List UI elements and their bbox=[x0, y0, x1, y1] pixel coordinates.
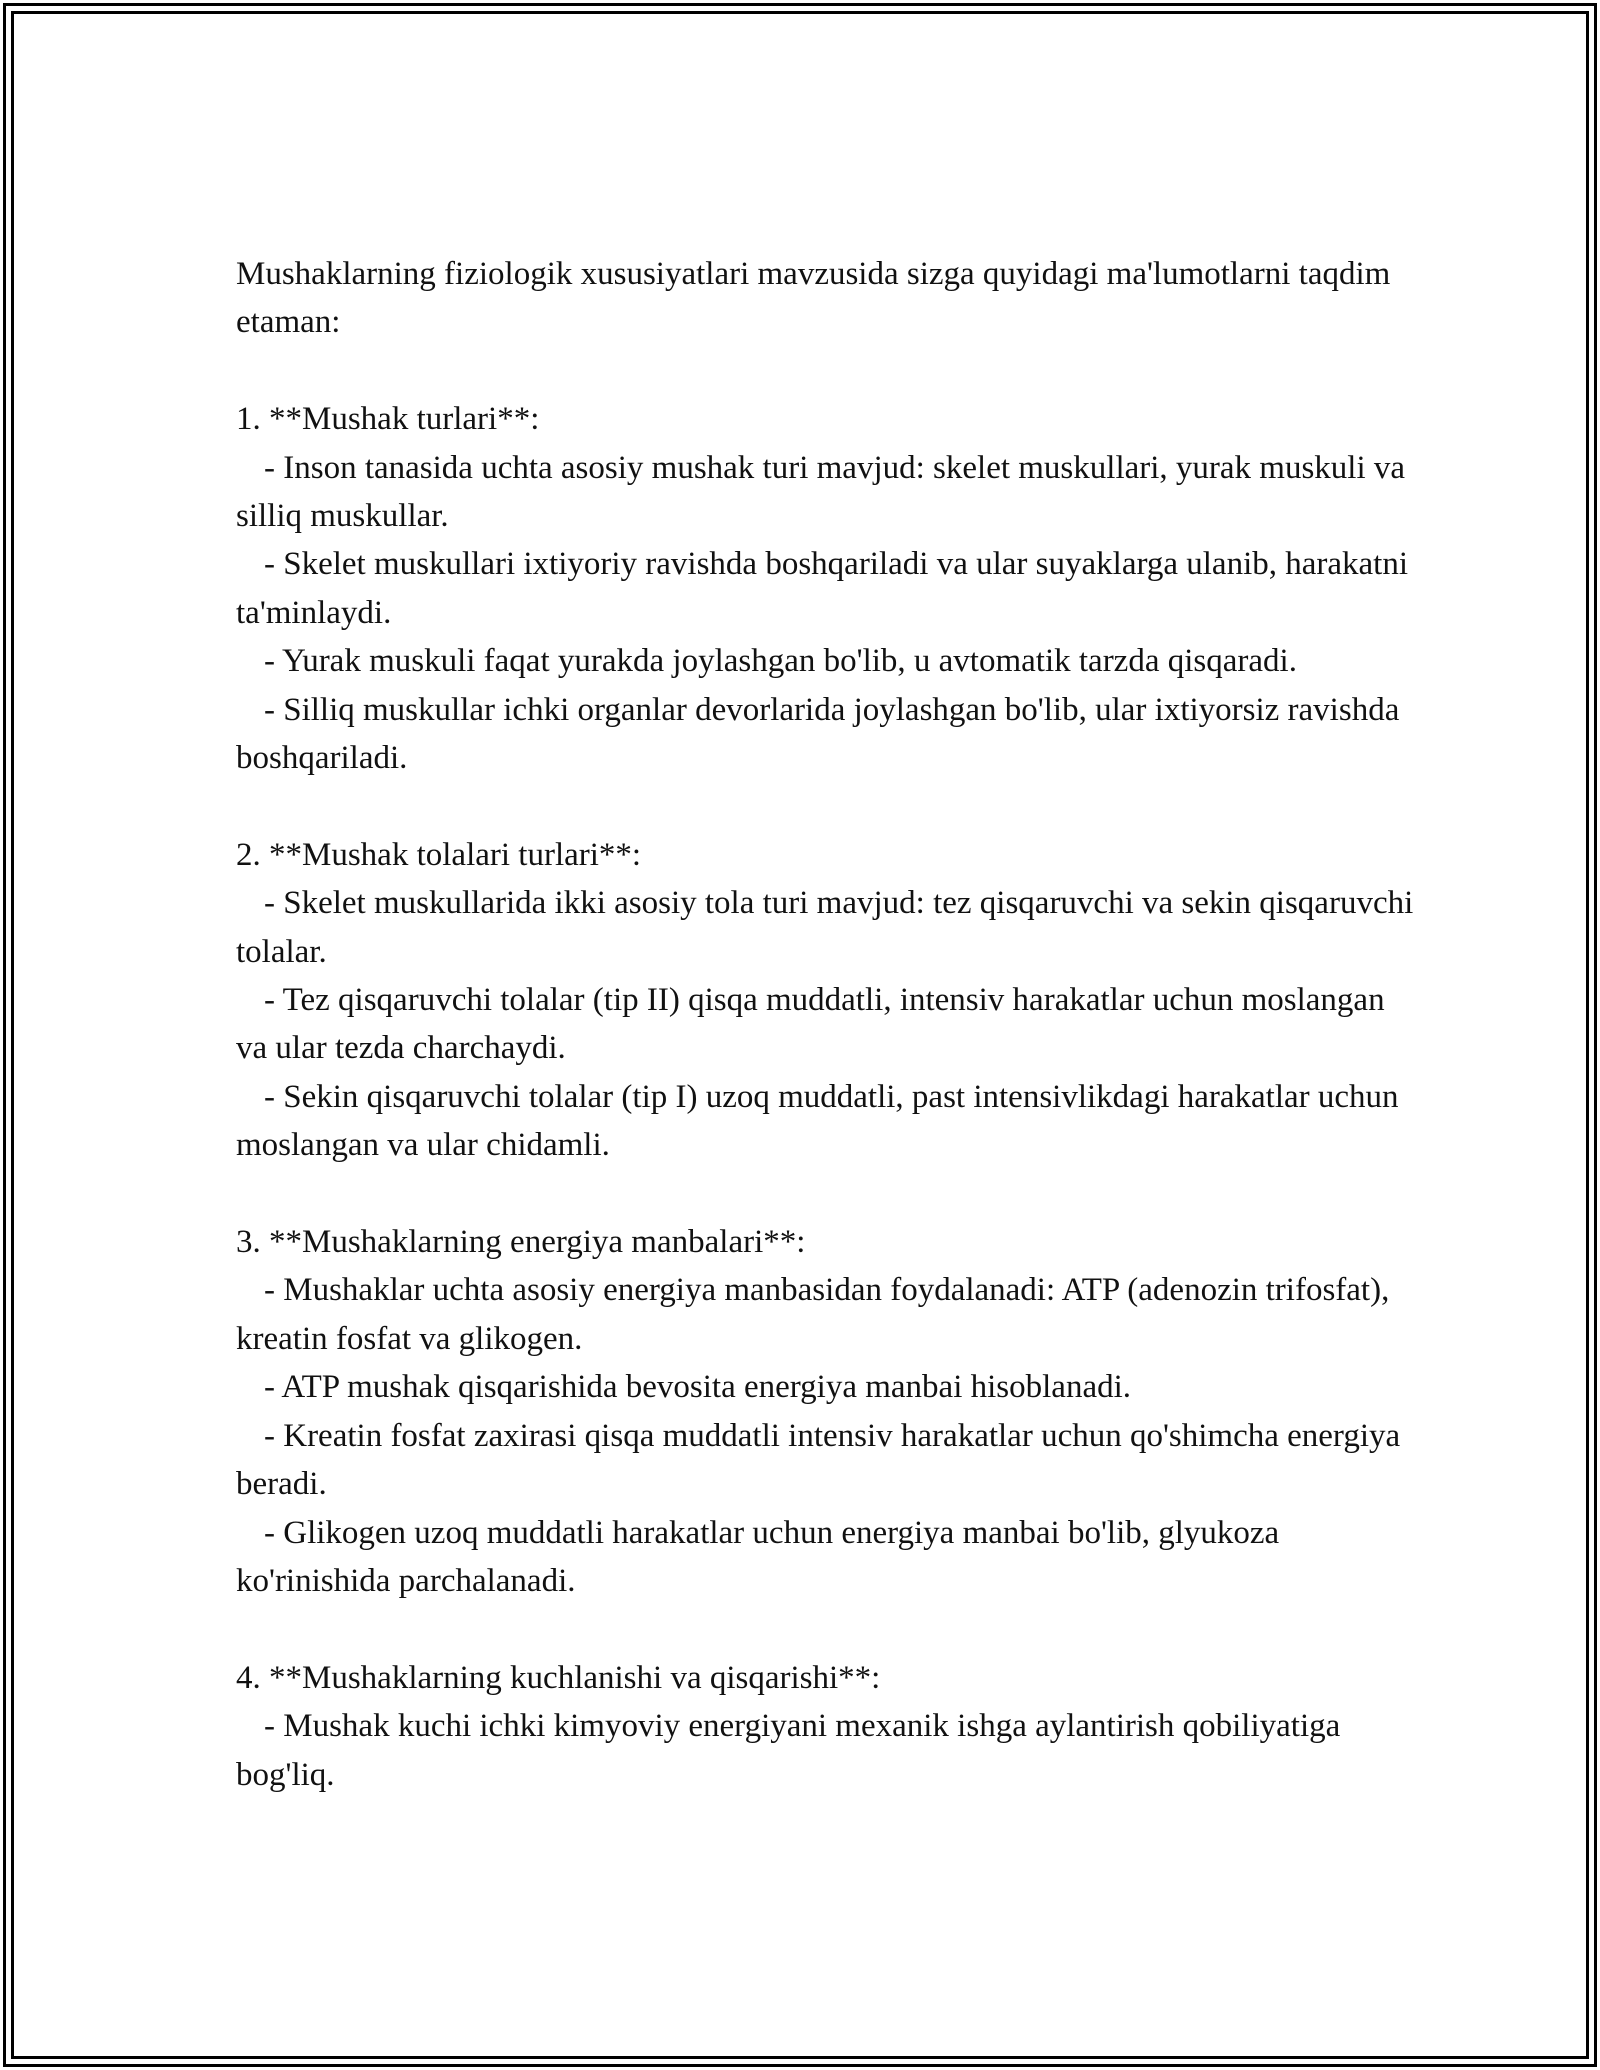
section-tension-contraction bbox=[236, 1654, 1416, 1799]
document-body bbox=[236, 250, 1416, 1799]
list-item: - Sekin qisqaruvchi tolalar (tip I) uzoq muddatli, past intensivlikdagi harakatlar uchun moslangan va ular chidamli. bbox=[236, 1078, 1399, 1164]
section-heading: 4. **Mushaklarning kuchlanishi va qisqarishi**: bbox=[236, 1659, 881, 1696]
section-energy-sources bbox=[236, 1218, 1416, 1605]
section-muscle-types bbox=[236, 395, 1416, 782]
list-item: - Skelet muskullarida ikki asosiy tola turi mavjud: tez qisqaruvchi va sekin qisqaruvchi tolalar. bbox=[236, 885, 1414, 970]
section-heading: 3. **Mushaklarning energiya manbalari**: bbox=[236, 1224, 806, 1261]
list-item: - Yurak muskuli faqat yurakda joylashgan bo'lib, u avtomatik tarzda qisqaradi. bbox=[264, 643, 1297, 680]
list-item: - Inson tanasida uchta asosiy mushak turi mavjud: skelet muskullari, yurak muskuli va silliq muskullar. bbox=[236, 449, 1406, 535]
list-item: - Glikogen uzoq muddatli harakatlar uchun energiya manbai bo'lib, glyukoza ko'rinishida parchalanadi. bbox=[236, 1514, 1280, 1599]
list-item: - Kreatin fosfat zaxirasi qisqa muddatli intensiv harakatlar uchun qo'shimcha energiya beradi. bbox=[236, 1417, 1401, 1503]
list-item: - Mushaklar uchta asosiy energiya manbasidan foydalanadi: ATP (adenozin trifosfat), kreatin fosfat va glikogen. bbox=[236, 1272, 1390, 1357]
list-item: - Skelet muskullari ixtiyoriy ravishda boshqariladi va ular suyaklarga ulanib, harakatni ta'minlaydi. bbox=[236, 546, 1409, 631]
section-heading: 2. **Mushak tolalari turlari**: bbox=[236, 836, 642, 873]
intro-paragraph: Mushaklarning fiziologik xususiyatlari mavzusida sizga quyidagi ma'lumotlarni taqdim etaman: bbox=[236, 256, 1391, 341]
list-item: - ATP mushak qisqarishida bevosita energiya manbai hisoblanadi. bbox=[264, 1369, 1132, 1406]
list-item: - Tez qisqaruvchi tolalar (tip II) qisqa muddatli, intensiv harakatlar uchun moslangan va ular tezda charchaydi. bbox=[236, 982, 1385, 1067]
list-item: - Mushak kuchi ichki kimyoviy energiyani mexanik ishga aylantirish qobiliyatiga bog'liq. bbox=[236, 1708, 1341, 1793]
list-item: - Silliq muskullar ichki organlar devorlarida joylashgan bo'lib, ular ixtiyorsiz ravishda boshqariladi. bbox=[236, 691, 1400, 777]
section-fiber-types bbox=[236, 831, 1416, 1170]
section-heading: 1. **Mushak turlari**: bbox=[236, 401, 540, 438]
